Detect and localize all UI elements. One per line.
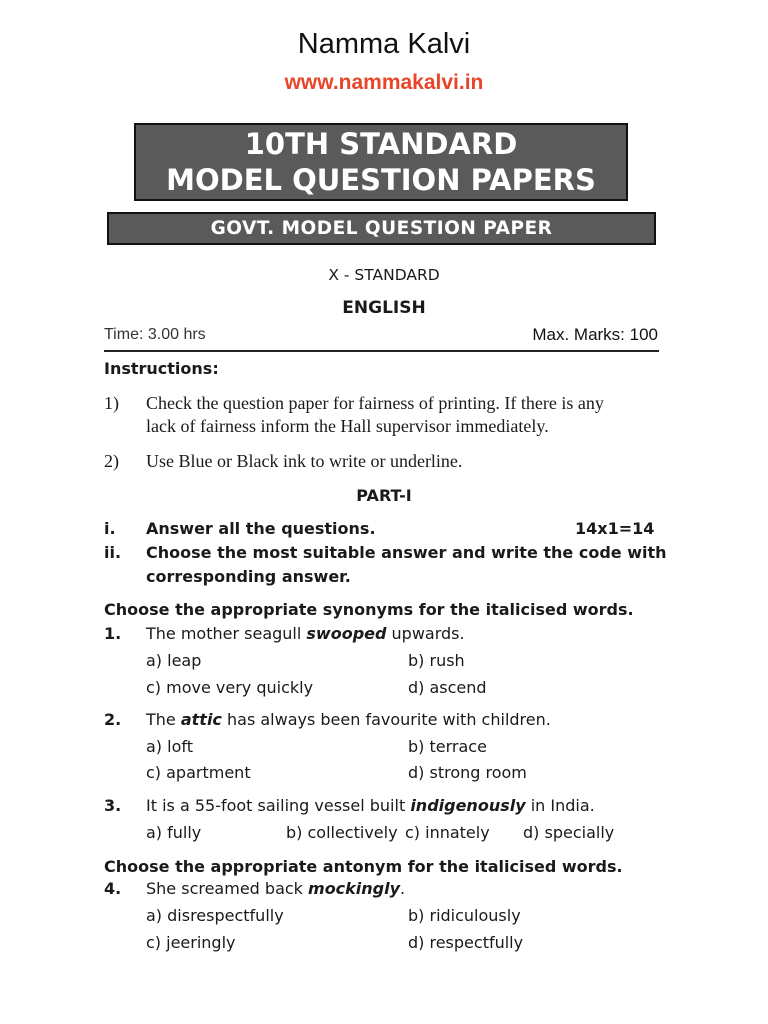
question-text-part: has always been favourite with children. (221, 710, 551, 729)
question-number: 2. (104, 710, 122, 729)
score-label: 14x1=14 (575, 519, 655, 538)
option-c: c) move very quickly (146, 678, 314, 697)
site-name: Namma Kalvi (297, 28, 471, 60)
option-a: a) leap (146, 651, 202, 670)
standard-label: X - STANDARD (328, 266, 440, 284)
question-text-part: The mother seagull (146, 624, 307, 643)
question-text (146, 796, 595, 815)
option-a: a) disrespectfully (146, 906, 284, 925)
subtitle-text: GOVT. MODEL QUESTION PAPER (210, 218, 553, 239)
question-number: 3. (104, 796, 122, 815)
question-text-part: The (146, 710, 181, 729)
instruction-line: Check the question paper for fairness of printing. If there is any (146, 393, 604, 413)
header-divider (104, 350, 659, 352)
rule-text: Answer all the questions. (146, 519, 376, 538)
question-text-part: It is a 55-foot sailing vessel built (146, 796, 411, 815)
option-a: a) loft (146, 737, 193, 756)
instruction-text (146, 392, 666, 438)
option-c: c) jeeringly (146, 933, 236, 952)
question-text-part: She screamed back (146, 879, 309, 898)
title-banner (134, 123, 628, 201)
title-line-1: 10TH STANDARD (244, 127, 518, 161)
subtitle-banner (107, 212, 656, 245)
rule-number: ii. (104, 543, 122, 562)
option-b: b) rush (408, 651, 465, 670)
question-number: 4. (104, 879, 122, 898)
option-c: c) innately (405, 823, 490, 842)
instruction-number: 1) (104, 393, 119, 413)
option-c: c) apartment (146, 763, 251, 782)
rule-number: i. (104, 519, 116, 538)
italicised-word: mockingly (308, 879, 401, 898)
antonyms-heading: Choose the appropriate antonym for the italicised words. (104, 857, 623, 876)
time-label: Time: 3.00 hrs (104, 326, 206, 343)
option-d: d) strong room (408, 763, 527, 782)
question-text (146, 710, 551, 729)
option-a: a) fully (146, 823, 202, 842)
option-b: b) terrace (408, 737, 487, 756)
synonyms-heading: Choose the appropriate synonyms for the italicised words. (104, 600, 634, 619)
rule-text (146, 541, 667, 589)
option-d: d) respectfully (408, 933, 524, 952)
question-number: 1. (104, 624, 122, 643)
instruction-line: lack of fairness inform the Hall supervisor immediately. (146, 416, 549, 436)
italicised-word: swooped (306, 624, 387, 643)
question-text-part: . (400, 879, 406, 898)
instruction-number: 2) (104, 451, 119, 471)
italicised-word: attic (180, 710, 222, 729)
italicised-word: indigenously (410, 796, 526, 815)
rule-line: corresponding answer. (146, 567, 351, 586)
instructions-heading: Instructions: (104, 359, 219, 378)
max-marks-label: Max. Marks: 100 (532, 325, 658, 344)
question-text-part: upwards. (386, 624, 465, 643)
question-text (146, 879, 405, 898)
question-text (146, 624, 465, 643)
option-b: b) ridiculously (408, 906, 521, 925)
question-text-part: in India. (525, 796, 595, 815)
option-d: d) ascend (408, 678, 487, 697)
subject-title: ENGLISH (342, 298, 426, 318)
part-title: PART-I (356, 486, 412, 505)
option-d: d) specially (523, 823, 615, 842)
option-b: b) collectively (286, 823, 398, 842)
site-url-link[interactable]: www.nammakalvi.in (284, 71, 484, 94)
instruction-text: Use Blue or Black ink to write or underline. (146, 451, 463, 471)
title-line-2: MODEL QUESTION PAPERS (166, 163, 596, 197)
rule-line: Choose the most suitable answer and write the code with (146, 543, 667, 562)
